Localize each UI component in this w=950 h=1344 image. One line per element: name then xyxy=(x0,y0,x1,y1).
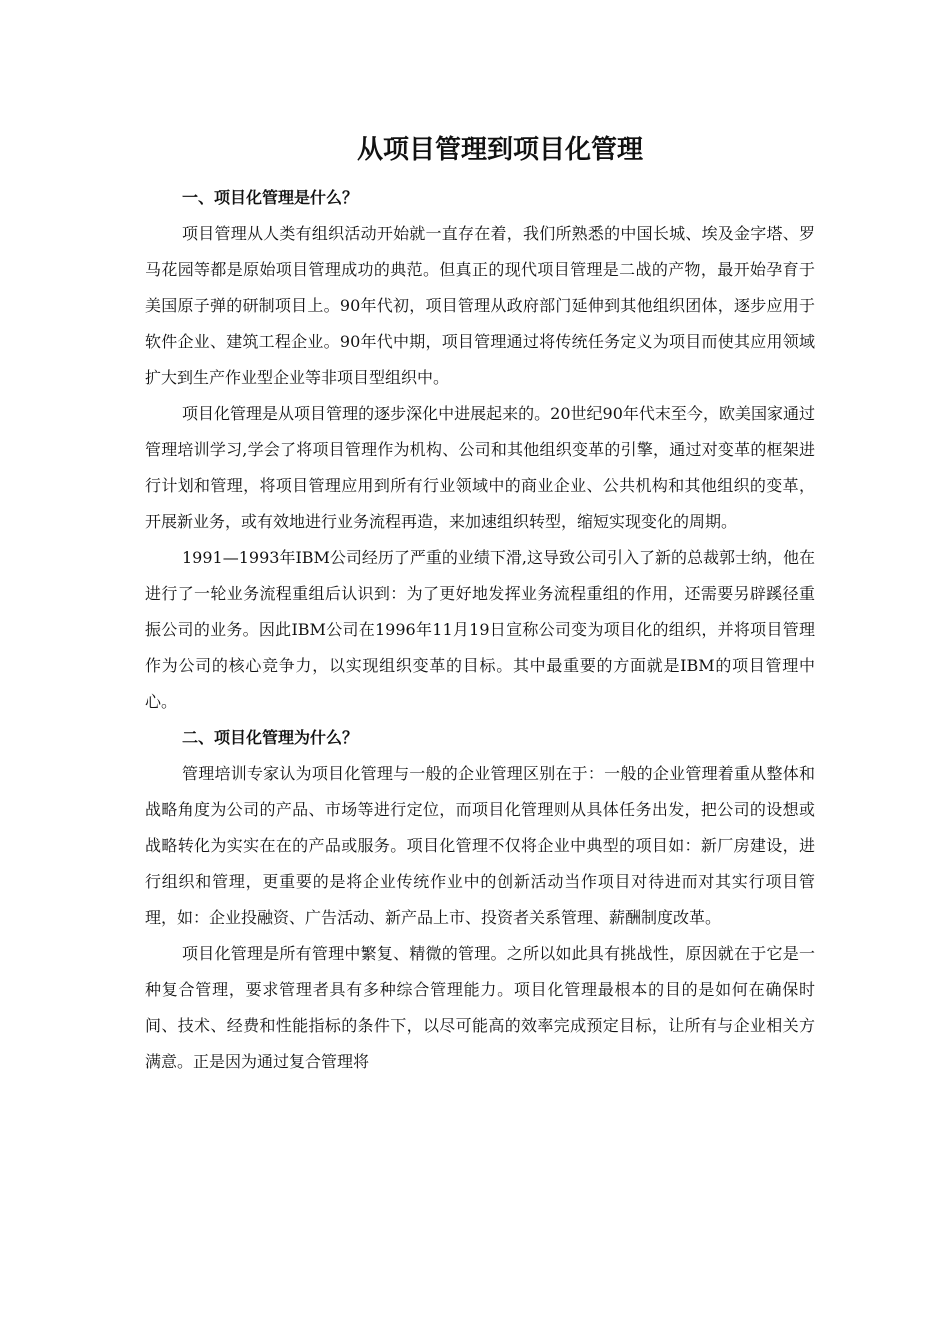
section-heading-2: 二、项目化管理为什么？ xyxy=(182,728,359,747)
paragraph: 项目管理从人类有组织活动开始就一直存在着，我们所熟悉的中国长城、埃及金字塔、罗马花园等都是原始项目管理成功的典范。但真正的现代项目管理是二战的产物，最开始孕育于美国原子弹的研制项目上。90年代初，项目管理从政府部门延伸到其他组织团体，逐步应用于软件企业、建筑工程企业。90年代中期，项目管理通过将传统任务定义为项目而使其应用领域扩大到生产作业型企业等非项目型组织中。 xyxy=(145,224,815,387)
paragraph: 项目化管理是从项目管理的逐步深化中进展起来的。20世纪90年代末至今，欧美国家通过管理培训学习,学会了将项目管理作为机构、公司和其他组织变革的引擎，通过对变革的框架进行计划和管理，将项目管理应用到所有行业领域中的商业企业、公共机构和其他组织的变革，开展新业务，或有效地进行业务流程再造，来加速组织转型，缩短实现变化的周期。 xyxy=(145,404,815,531)
section-heading-1: 一、项目化管理是什么？ xyxy=(182,188,359,207)
document-page xyxy=(145,122,815,1080)
document-title: 从项目管理到项目化管理 xyxy=(356,135,643,165)
paragraph: 管理培训专家认为项目化管理与一般的企业管理区别在于：一般的企业管理着重从整体和战略角度为公司的产品、市场等进行定位，而项目化管理则从具体任务出发，把公司的设想或战略转化为实实在在的产品或服务。项目化管理不仅将企业中典型的项目如：新厂房建设，进行组织和管理，更重要的是将企业传统作业中的创新活动当作项目对待进而对其实行项目管理，如：企业投融资、广告活动、新产品上市、投资者关系管理、薪酬制度改革。 xyxy=(145,764,815,927)
paragraph: 1991—1993年IBM公司经历了严重的业绩下滑,这导致公司引入了新的总裁郭士纳，他在进行了一轮业务流程重组后认识到：为了更好地发挥业务流程重组的作用，还需要另辟蹊径重振公司的业务。因此IBM公司在1996年11月19日宣称公司变为项目化的组织，并将项目管理作为公司的核心竞争力，以实现组织变革的目标。其中最重要的方面就是IBM的项目管理中心。 xyxy=(145,548,815,711)
paragraph: 项目化管理是所有管理中繁复、精微的管理。之所以如此具有挑战性，原因就在于它是一种复合管理，要求管理者具有多种综合管理能力。项目化管理最根本的目的是如何在确保时间、技术、经费和性能指标的条件下，以尽可能高的效率完成预定目标，让所有与企业相关方满意。正是因为通过复合管理将 xyxy=(145,944,815,1071)
